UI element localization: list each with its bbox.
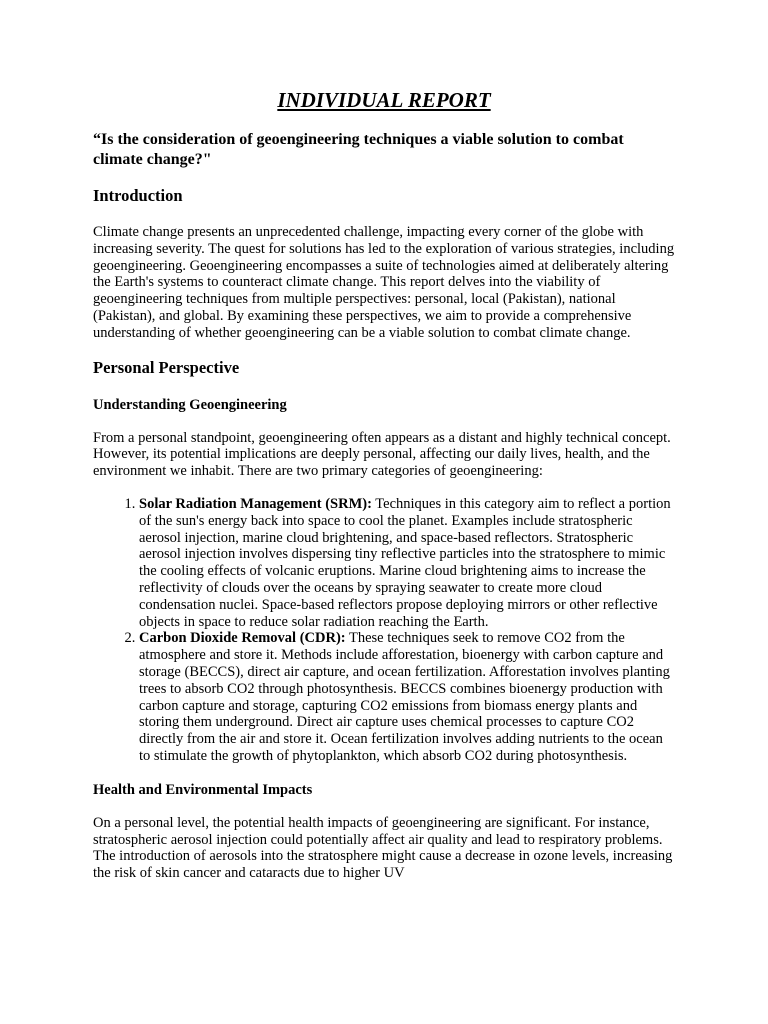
health-impacts-paragraph: On a personal level, the potential health impacts of geoengineering are significant. For instance, stratospheric aerosol injection could potentially affect air quality and lead to respiratory problems. The introduction of aerosols into the stratosphere might cause a decrease in ozone levels, increasing the risk of skin cancer and cataracts due to higher UV <box>93 814 673 882</box>
research-question: “Is the consideration of geoengineering techniques a viable solution to combat climate change?" <box>93 131 624 168</box>
introduction-heading: Introduction <box>93 186 183 205</box>
introduction-paragraph: Climate change presents an unprecedented challenge, impacting every corner of the globe with increasing severity. The quest for solutions has led to the exploration of various strategies, including geoengineering. Geoengineering encompasses a suite of technologies aimed at deliberately altering the Earth's systems to counteract climate change. This report delves into the viability of geoengineering techniques from multiple perspectives: personal, local (Pakistan), national (Pakistan), and global. By examining these perspectives, we aim to provide a comprehensive understanding of whether geoengineering can be a viable solution to combat climate change. <box>93 224 675 341</box>
document-page <box>93 86 675 898</box>
list-item-srm <box>139 496 675 630</box>
understanding-geoengineering-heading: Understanding Geoengineering <box>93 396 287 413</box>
health-impacts-heading: Health and Environmental Impacts <box>93 781 313 798</box>
cdr-term: Carbon Dioxide Removal (CDR): <box>139 630 346 647</box>
document-title: INDIVIDUAL REPORT <box>277 88 491 112</box>
cdr-description: These techniques seek to remove CO2 from the atmosphere and store it. Methods include afforestation, bioenergy with carbon capture and storage (BECCS), direct air capture, and ocean fertilization. Afforestation involves planting trees to absorb CO2 through photosynthesis. BECCS combines bioenergy production with carbon capture and storage, capturing CO2 emissions from biomass energy plants and storing them underground. Direct air capture uses chemical processes to capture CO2 directly from the air and store it. Ocean fertilization involves adding nutrients to the ocean to stimulate the growth of phytoplankton, which absorb CO2 during photosynthesis. <box>139 630 670 764</box>
list-item-cdr <box>139 630 675 764</box>
srm-term: Solar Radiation Management (SRM): <box>139 495 372 512</box>
srm-description: Techniques in this category aim to reflect a portion of the sun's energy back into space to cool the planet. Examples include stratospheric aerosol injection, marine cloud brightening, and space-based reflectors. Stratospheric aerosol injection involves dispersing tiny reflective particles into the stratosphere to mimic the cooling effects of volcanic eruptions. Marine cloud brightening aims to increase the reflectivity of clouds over the oceans by spraying seawater to create more cloud condensation nuclei. Space-based reflectors propose deploying mirrors or other reflective objects in space to reduce solar radiation reaching the Earth. <box>139 495 671 630</box>
geoengineering-categories-list <box>93 496 675 765</box>
personal-perspective-heading: Personal Perspective <box>93 357 240 377</box>
understanding-geoengineering-paragraph: From a personal standpoint, geoengineering often appears as a distant and highly technical concept. However, its potential implications are deeply personal, affecting our daily lives, health, and the environment we inhabit. There are two primary categories of geoengineering: <box>93 429 671 480</box>
